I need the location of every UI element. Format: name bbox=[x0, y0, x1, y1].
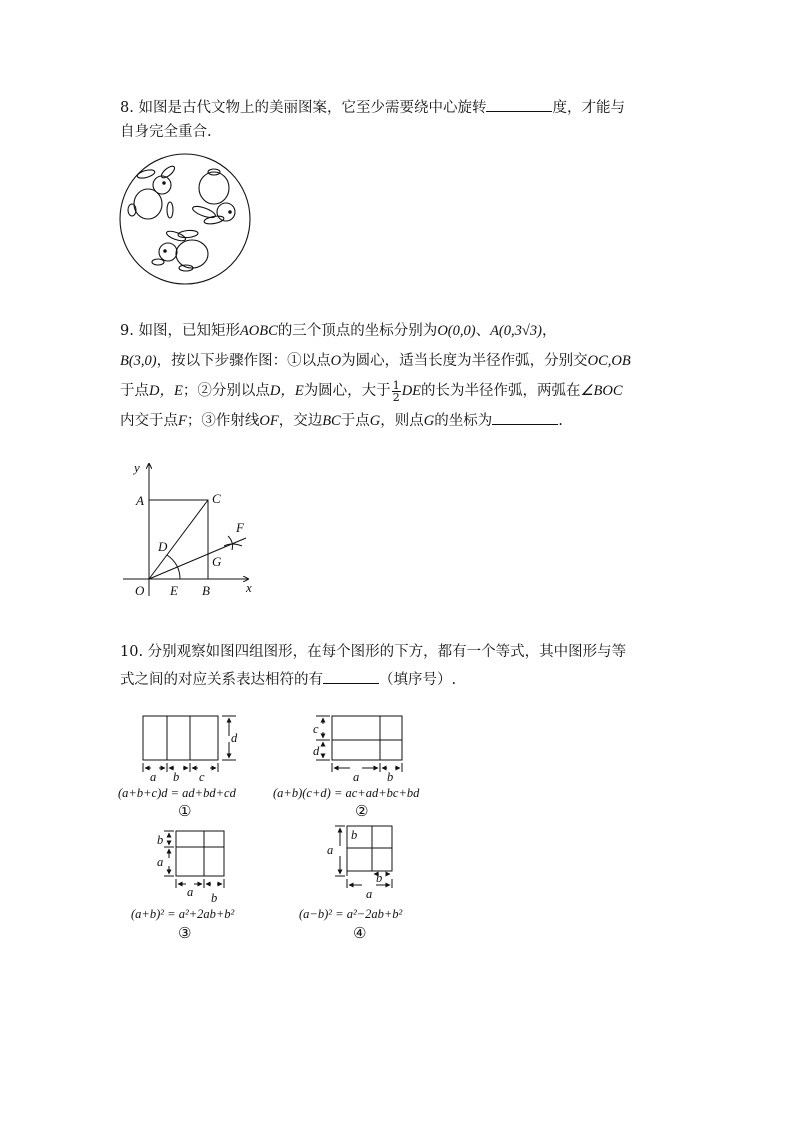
figure-3 bbox=[164, 831, 224, 888]
q8-answer-blank[interactable] bbox=[486, 97, 552, 112]
f2-label-d: d bbox=[313, 744, 320, 758]
label-c: C bbox=[212, 491, 221, 506]
equation-1: (a+b+c)d = ad+bd+cd bbox=[118, 786, 236, 800]
question-10: 10. 分别观察如图四组图形，在每个图形的下方，都有一个等式，其中图形与等 式之间的对应关系表达相符的有 （填序号）. bbox=[120, 644, 627, 688]
label-o: O bbox=[135, 583, 145, 598]
f3-label-a2: a bbox=[187, 885, 194, 899]
equation-3: (a+b)² = a²+2ab+b² bbox=[131, 907, 235, 921]
q8-number: 8. bbox=[120, 100, 134, 116]
label-d: D bbox=[158, 539, 168, 554]
f3-label-b2: b bbox=[211, 891, 218, 905]
coordinate-figure bbox=[118, 458, 268, 604]
q8-text-cont: 自身完全重合. bbox=[120, 124, 212, 140]
label-2: ② bbox=[355, 802, 369, 820]
label-3: ③ bbox=[178, 924, 192, 942]
rabbit-right bbox=[191, 169, 235, 225]
question-9: 9. 如图，已知矩形AOBC的三个顶点的坐标分别为O(0,0)、A(0,3√3)， B(3,0)，按以下步骤作图：①以点O为圆心，适当长度为半径作弧，分别交OC,OB 于点D，E；②分别以点D，E为圆心，大于 $\frac{1}{2}$ DE的长为半径作弧，两弧在∠BOC 内交于点F；③作射线OF，交边BC于点G，则点G的坐标为 . bbox=[120, 323, 631, 429]
f3-label-a: a bbox=[157, 855, 164, 869]
f2-label-c: c bbox=[313, 722, 319, 736]
label-a: A bbox=[136, 493, 144, 508]
rabbit-bottom bbox=[152, 229, 208, 271]
coord-b: B(3,0) bbox=[120, 353, 157, 369]
label-1: ① bbox=[178, 802, 192, 820]
question-8: 8. 如图是古代文物上的美丽图案，它至少需要绕中心旋转 度，才能与 自身完全重合. bbox=[120, 96, 680, 144]
label-e: E bbox=[170, 583, 178, 598]
arc-de bbox=[167, 555, 180, 579]
rabbit-pattern-figure bbox=[118, 152, 252, 286]
f2-label-b: b bbox=[387, 770, 394, 784]
label-y: y bbox=[134, 460, 140, 475]
rabbit-top-left bbox=[128, 164, 176, 219]
label-4: ④ bbox=[353, 924, 367, 942]
f4-label-a: a bbox=[327, 843, 334, 857]
f1-label-b: b bbox=[173, 770, 180, 784]
f1-label-d: d bbox=[231, 731, 238, 745]
f4-label-b: b bbox=[351, 828, 358, 842]
label-g: G bbox=[212, 554, 222, 569]
q8-text: 如图是古代文物上的美丽图案，它至少需要绕中心旋转 bbox=[138, 100, 487, 116]
f1-label-c: c bbox=[199, 770, 205, 784]
f3-label-b: b bbox=[157, 833, 164, 847]
figure-1 bbox=[143, 716, 236, 772]
f4-label-a2: a bbox=[366, 887, 373, 901]
label-x: x bbox=[246, 580, 252, 595]
f2-label-a: a bbox=[353, 770, 360, 784]
q10-answer-blank[interactable] bbox=[323, 669, 379, 684]
area-figures bbox=[110, 706, 460, 906]
equation-2: (a+b)(c+d) = ac+ad+bc+bd bbox=[273, 786, 420, 800]
arc-f1 bbox=[228, 536, 233, 550]
figure-4 bbox=[335, 826, 392, 888]
figure-2 bbox=[316, 716, 402, 772]
q9-answer-blank[interactable] bbox=[492, 410, 558, 425]
coord-a: A(0,3√3) bbox=[490, 323, 542, 339]
label-f: F bbox=[236, 520, 244, 535]
label-b: B bbox=[202, 583, 210, 598]
equation-4: (a−b)² = a²−2ab+b² bbox=[299, 907, 403, 921]
coord-o: O(0,0) bbox=[437, 323, 476, 339]
f4-label-b2: b bbox=[376, 871, 383, 885]
f1-label-a: a bbox=[150, 770, 157, 784]
half-fraction: $\frac{1}{2}$ bbox=[392, 378, 400, 404]
